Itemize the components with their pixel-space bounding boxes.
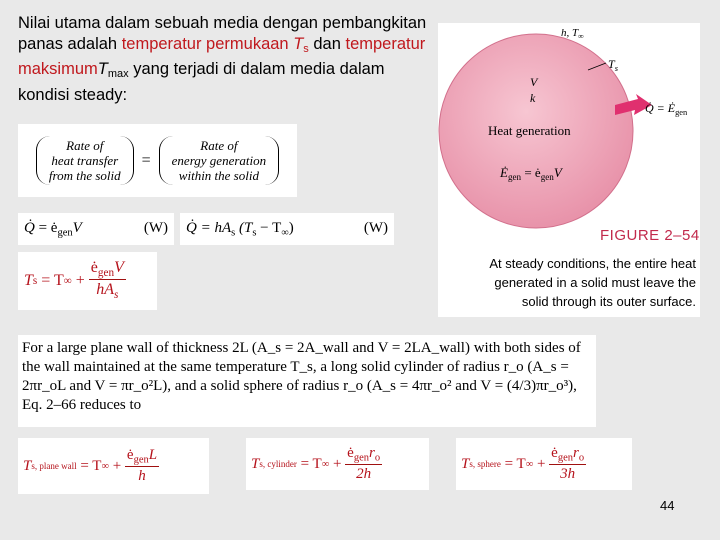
energy-generation-term: Rate of energy generation within the solid [159, 136, 279, 185]
ambient-label: h, $T_\infty$ [561, 27, 584, 41]
q-convection-equation: Q̇ = $hA_s$ $(T_s - T_\infty)$ (W) [180, 213, 394, 245]
heat-transfer-term: Rate of heat transfer from the solid [36, 136, 134, 185]
figure-2-54 [438, 23, 700, 317]
plane-wall-equation: T s, plane wall = T ∞ + $\frac{ė_{gen}L}{h}$ [18, 438, 209, 494]
energy-balance-equation [18, 124, 297, 197]
surface-temperature-equation: T s = T ∞ + $\frac{ė_{gen}V}{hA_s}$ [18, 252, 157, 310]
heat-out-label: Q̇ = $Ė_{gen}$ [645, 101, 688, 117]
heat-generation-label: Heat generation [488, 123, 571, 138]
intro-text: Nilai utama dalam sebuah media dengan pembangkitan panas adalah temperatur permukaan Ts dan temperatur maksimumTmax yang terjadi di dalam media dalam kondisi steady: [18, 14, 427, 104]
equals-sign: = [141, 151, 151, 169]
energy-generation-label: $Ė_{gen}$ = $ė_{gen}V$ [500, 165, 562, 183]
figure-caption: At steady conditions, the entire heat generated in a solid must leave the solid through its outer surface. [489, 256, 696, 309]
conductivity-label: k [530, 91, 536, 105]
volume-label: V [530, 75, 538, 89]
figure-title: FIGURE 2–54 [600, 227, 700, 244]
ts-label: $T_s$ [608, 57, 618, 73]
reduction-paragraph: For a large plane wall of thickness 2L (A_s = 2A_wall and V = 2LA_wall) with both sides of the wall maintained at the same temperature T_s, a long solid cylinder of radius r_o (A_s = 2πr_oL and V = πr_o²L), and a solid sphere of radius r_o (A_s = 4πr_o² and V = (4/3)πr_o³), Eq. 2–66 reduces to [18, 335, 596, 427]
cylinder-equation: T s, cylinder = T ∞ + $\frac{ė_{gen}r_o}{2h}$ [246, 438, 429, 490]
q-generation-equation: Q̇ = $ė_{gen}V$ (W) [18, 213, 174, 245]
sphere-equation: T s, sphere = T ∞ + $\frac{ė_{gen}r_o}{3h}$ [456, 438, 632, 490]
page-number: 44 [660, 498, 675, 513]
